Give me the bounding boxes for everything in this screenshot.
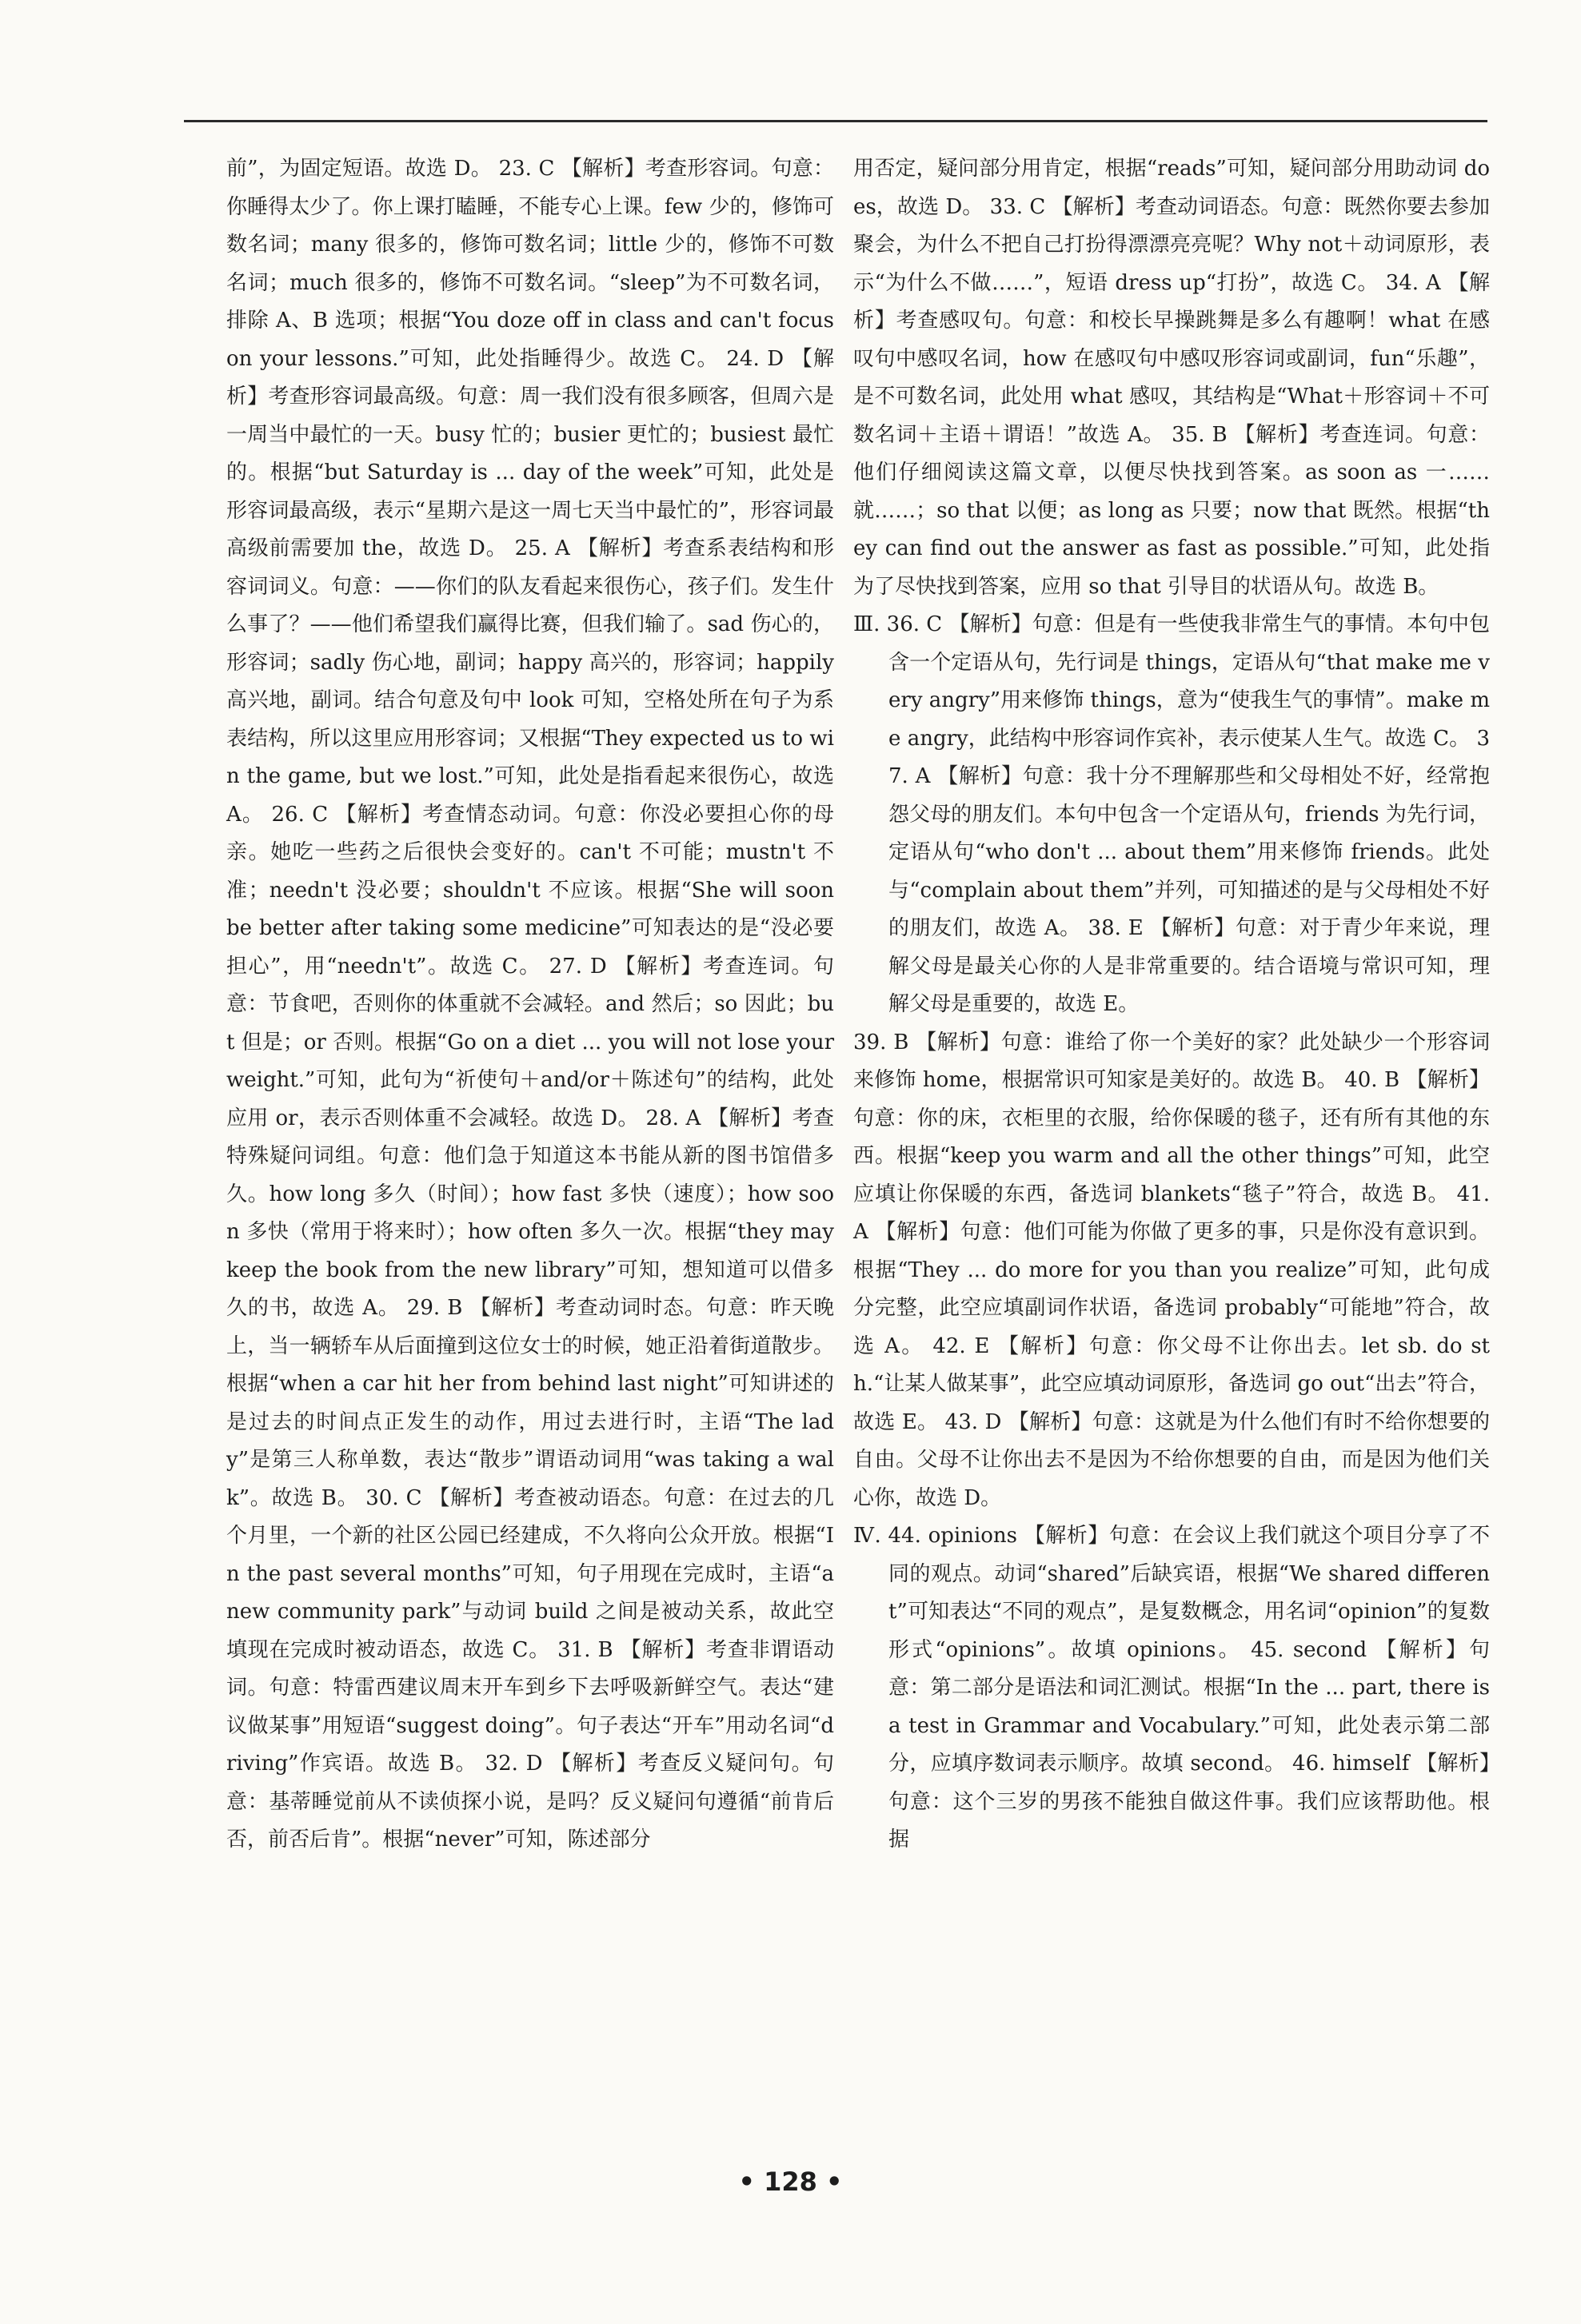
left-column xyxy=(226,150,834,1860)
answer-paragraph: 用否定，疑问部分用肯定，根据“reads”可知，疑问部分用助动词 does，故选 D。 33. C 【解析】考查动词语态。句意：既然你要去参加聚会，为什么不把自己打扮得漂漂亮亮呢？Why not＋动词原形，表示“为什么不做……”，短语 dress up“打扮”，故选 C。 34. A 【解析】考查感叹句。句意：和校长早操跳舞是多么有趣啊！what 在感叹句中感叹名词，how 在感叹句中感叹形容词或副词，fun“乐趣”，是不可数名词，此处用 what 感叹，其结构是“What＋形容词＋不可数名词＋主语＋谓语！”故选 A。 35. B 【解析】考查连词。句意：他们仔细阅读这篇文章，以便尽快找到答案。as soon as 一……就……；so that 以便；as long as 只要；now that 既然。根据“they can find out the answer as fast as possible.”可知，此处指为了尽快找到答案，应用 so that 引导目的状语从句。故选 B。 xyxy=(853,157,1490,599)
answer-paragraph: 39. B 【解析】句意：谁给了你一个美好的家？此处缺少一个形容词来修饰 home，根据常识可知家是美好的。故选 B。 40. B 【解析】句意：你的床，衣柜里的衣服，给你保暖的毯子，还有所有其他的东西。根据“keep you warm and all the other things”可知，此空应填让你保暖的东西，备选词 blankets“毯子”符合，故选 B。 41. A 【解析】句意：他们可能为你做了更多的事，只是你没有意识到。根据“They ... do more for you than you realize”可知，此句成分完整，此空应填副词作状语，备选词 probably“可能地”符合，故选 A。 42. E 【解析】句意：你父母不让你出去。let sb. do sth.“让某人做某事”，此空应填动词原形，备选词 go out“出去”符合，故选 E。 43. D 【解析】句意：这就是为什么他们有时不给你想要的自由。父母不让你出去不是因为不给你想要的自由，而是因为他们关心你，故选 D。 xyxy=(853,1030,1490,1510)
right-column xyxy=(853,150,1490,1860)
page-number: • 128 • xyxy=(738,2167,843,2197)
answer-paragraph: 前”，为固定短语。故选 D。 23. C 【解析】考查形容词。句意：你睡得太少了。你上课打瞌睡，不能专心上课。few 少的，修饰可数名词；many 很多的，修饰可数名词；little 少的，修饰不可数名词；much 很多的，修饰不可数名词。“sleep”为不可数名词，排除 A、B 选项；根据“You doze off in class and can't focus on your lessons.”可知，此处指睡得少。故选 C。 24. D 【解析】考查形容词最高级。句意：周一我们没有很多顾客，但周六是一周当中最忙的一天。busy 忙的；busier 更忙的；busiest 最忙的。根据“but Saturday is ... day of the week”可知，此处是形容词最高级，表示“星期六是这一周七天当中最忙的”，形容词最高级前需要加 the，故选 D。 25. A 【解析】考查系表结构和形容词词义。句意：——你们的队友看起来很伤心，孩子们。发生什么事了？——他们希望我们赢得比赛，但我们输了。sad 伤心的，形容词；sadly 伤心地，副词；happy 高兴的，形容词；happily 高兴地，副词。结合句意及句中 look 可知，空格处所在句子为系表结构，所以这里应用形容词；又根据“They expected us to win the game, but we lost.”可知，此处是指看起来很伤心，故选 A。 26. C 【解析】考查情态动词。句意：你没必要担心你的母亲。她吃一些药之后很快会变好的。can't 不可能；mustn't 不准；needn't 没必要；shouldn't 不应该。根据“She will soon be better after taking some medicine”可知表达的是“没必要担心”，用“needn't”。故选 C。 27. D 【解析】考查连词。句意：节食吧，否则你的体重就不会减轻。and 然后；so 因此；but 但是；or 否则。根据“Go on a diet ... you will not lose your weight.”可知，此句为“祈使句＋and/or＋陈述句”的结构，此处应用 or，表示否则体重不会减轻。故选 D。 28. A 【解析】考查特殊疑问词组。句意：他们急于知道这本书能从新的图书馆借多久。how long 多久（时间）；how fast 多快（速度）；how soon 多快（常用于将来时）；how often 多久一次。根据“they may keep the book from the new library”可知，想知道可以借多久的书，故选 A。 29. B 【解析】考查动词时态。句意：昨天晚上，当一辆轿车从后面撞到这位女士的时候，她正沿着街道散步。根据“when a car hit her from behind last night”可知讲述的是过去的时间点正发生的动作，用过去进行时，主语“The lady”是第三人称单数，表达“散步”谓语动词用“was taking a walk”。故选 B。 30. C 【解析】考查被动语态。句意：在过去的几个月里，一个新的社区公园已经建成，不久将向公众开放。根据“In the past several months”可知，句子用现在完成时，主语“a new community park”与动词 build 之间是被动关系，故此空填现在完成时被动语态，故选 C。 31. B 【解析】考查非谓语动词。句意：特雷西建议周末开车到乡下去呼吸新鲜空气。表达“建议做某事”用短语“suggest doing”。句子表达“开车”用动名词“driving”作宾语。故选 B。 32. D 【解析】考查反义疑问句。句意：基蒂睡觉前从不读侦探小说，是吗？反义疑问句遵循“前肯后否，前否后肯”。根据“never”可知，陈述部分 xyxy=(226,157,834,1852)
section-iii-paragraph: Ⅲ. 36. C 【解析】句意：但是有一些使我非常生气的事情。本句中包含一个定语从句，先行词是 things，定语从句“that make me very angry”用来修饰 things，意为“使我生气的事情”。make me angry，此结构中形容词作宾补，表示使某人生气。故选 C。 37. A 【解析】句意：我十分不理解那些和父母相处不好，经常抱怨父母的朋友们。本句中包含一个定语从句，friends 为先行词，定语从句“who don't ... about them”用来修饰 friends。此处与“complain about them”并列，可知描述的是与父母相处不好的朋友们，故选 A。 38. E 【解析】句意：对于青少年来说，理解父母是最关心你的人是非常重要的。结合语境与常识可知，理解父母是重要的，故选 E。 xyxy=(853,612,1490,1016)
section-iv-paragraph: Ⅳ. 44. opinions 【解析】句意：在会议上我们就这个项目分享了不同的观点。动词“shared”后缺宾语，根据“We shared different”可知表达“不同的观点”，是复数概念，用名词“opinion”的复数形式“opinions”。故填 opinions。 45. second 【解析】句意：第二部分是语法和词汇测试。根据“In the ... part, there is a test in Grammar and Vocabulary.”可知，此处表示第二部分，应填序数词表示顺序。故填 second。 46. himself 【解析】句意：这个三岁的男孩不能独自做这件事。我们应该帮助他。根据 xyxy=(853,1524,1490,1852)
header-rule xyxy=(184,120,1487,122)
